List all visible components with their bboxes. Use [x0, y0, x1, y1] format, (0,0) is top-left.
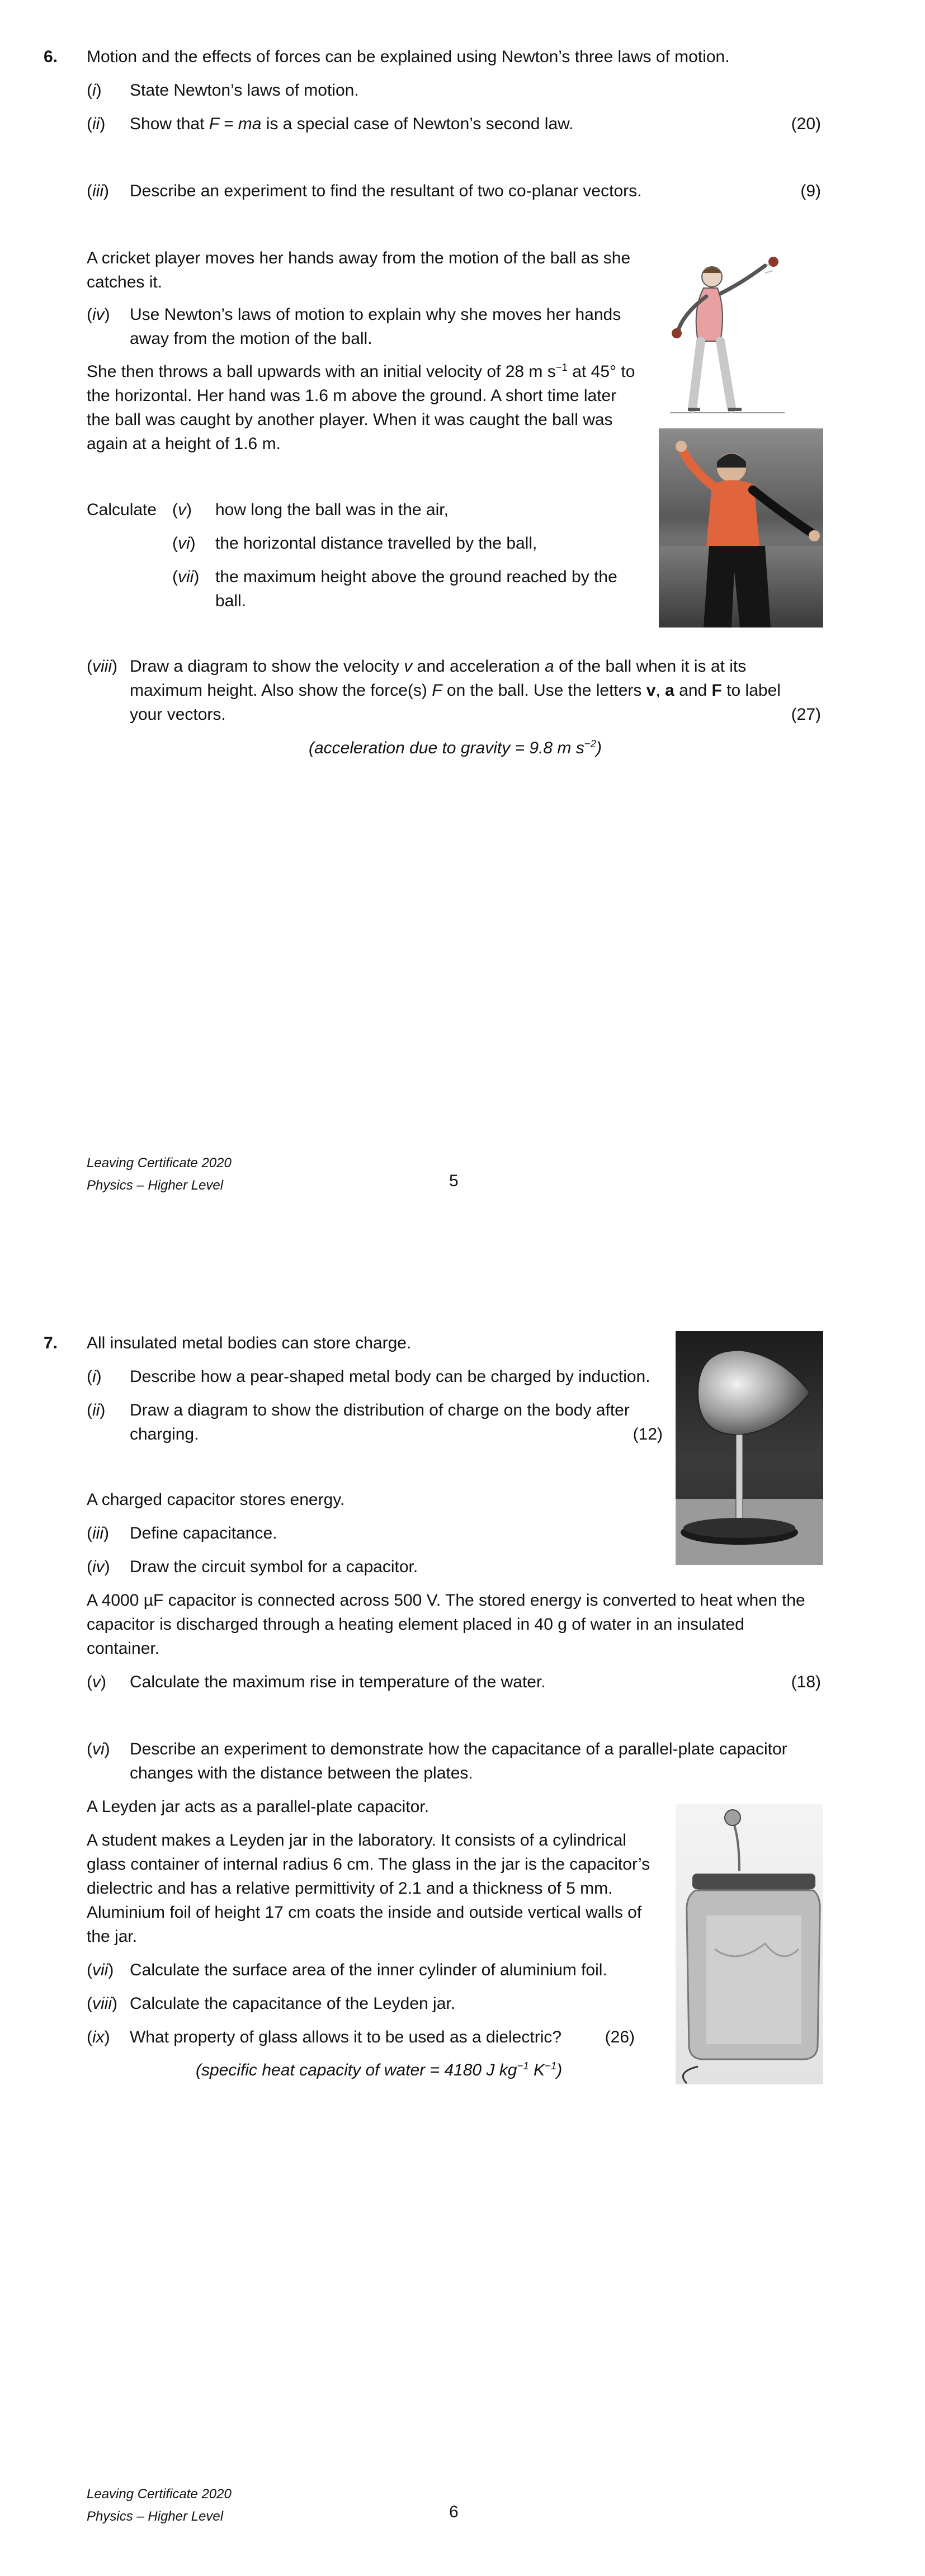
q6-viii-l1c: of the ball when it is at its	[554, 657, 747, 676]
q6-marks-27: (27)	[791, 705, 821, 724]
q6-viii-l1a2: a	[545, 657, 554, 676]
q6-viii-l2c: ,	[655, 681, 666, 700]
q6-viii-l2d: and	[674, 681, 712, 700]
heat-note-b: K	[528, 2061, 545, 2079]
q7-part-i-num: i	[92, 1367, 96, 1386]
q6-viii-l1b: and acceleration	[412, 657, 545, 676]
q6-viii-l2e: to label	[721, 681, 781, 700]
q6-marks-9: (9)	[800, 182, 821, 200]
q7-part-ii-label: (ii)	[87, 1401, 106, 1419]
q6-part-v-label: (v)	[172, 501, 192, 519]
q6-part-ii-label: (ii)	[87, 115, 106, 133]
throw-line1-sup: −1	[555, 361, 568, 373]
q6-marks-20: (20)	[791, 115, 821, 133]
q6-part-vii-num: vii	[178, 568, 194, 586]
q6-viii-l1a: Draw a diagram to show the velocity	[130, 657, 404, 676]
cricket-catch-drawing	[659, 246, 796, 417]
footer-subject-p6: Physics – Higher Level	[87, 2509, 224, 2524]
leyden-jar-drawing	[676, 1804, 823, 2084]
footer-exam-title-p6: Leaving Certificate 2020	[87, 2487, 232, 2502]
q7-part-iv-num: iv	[92, 1558, 105, 1576]
q6-viii-l2a2: a	[665, 681, 674, 700]
gravity-note-b: )	[596, 739, 602, 757]
leyden-para-line4: Aluminium foil of height 17 cm coats the inside and outside vertical walls of	[87, 1903, 642, 1922]
cricket-intro-line1: A cricket player moves her hands away from the motion of the ball as she	[87, 249, 631, 267]
q7-part-v-text: Calculate the maximum rise in temperature of the water.	[130, 1673, 546, 1691]
q7-part-i-label: (i)	[87, 1367, 102, 1386]
q7-marks-26: (26)	[605, 2028, 635, 2046]
q6-part-iv-line2: away from the motion of the ball.	[130, 329, 372, 348]
calculate-label: Calculate	[87, 501, 157, 519]
gravity-note-a: (acceleration due to gravity = 9.8 m s	[309, 739, 584, 757]
q6-part-ii-text-a: Show that	[130, 115, 209, 133]
gravity-note	[309, 736, 602, 760]
q6-intro: Motion and the effects of forces can be explained using Newton’s three laws of motion.	[87, 48, 730, 66]
leyden-para-line1: A student makes a Leyden jar in the laboratory. It consists of a cylindrical	[87, 1831, 626, 1850]
gravity-note-sup: −2	[584, 738, 596, 749]
capacitor-para-line2: capacitor is discharged through a heating element placed in 40 g of water in an insulated	[87, 1615, 744, 1634]
q6-part-vii-label: (vii)	[172, 568, 200, 586]
q6-part-vi-label: (vi)	[172, 534, 196, 553]
pear-shaped-conductor-photo	[676, 1331, 823, 1565]
q6-viii-l2a: maximum height. Also show the force(s)	[130, 681, 432, 700]
q6-part-vi-text: the horizontal distance travelled by the ball,	[215, 534, 537, 553]
question-number-7: 7.	[44, 1334, 58, 1352]
page-number-p6: 6	[449, 2503, 459, 2521]
q7-part-i-text: Describe how a pear-shaped metal body can be charged by induction.	[130, 1367, 650, 1386]
q7-part-viii-text: Calculate the capacitance of the Leyden jar.	[130, 1994, 456, 2013]
throw-line1	[87, 360, 635, 384]
q6-part-iv-line1: Use Newton’s laws of motion to explain why she moves her hands	[130, 305, 621, 324]
q7-part-v-num: v	[92, 1673, 101, 1691]
q6-viii-l2f2: F	[711, 681, 722, 700]
q7-part-vii-label: (vii)	[87, 1961, 114, 1979]
q7-part-ii-line2: charging.	[130, 1425, 199, 1443]
q6-part-ii-text-b: is a special case of Newton’s second law.	[261, 115, 574, 133]
heat-note-sup1: −1	[517, 2060, 529, 2072]
heat-note-a: (specific heat capacity of water = 4180 J kg	[196, 2061, 517, 2079]
q7-part-vii-text: Calculate the surface area of the inner cylinder of aluminium foil.	[130, 1961, 607, 1979]
throw-line2: the horizontal. Her hand was 1.6 m above the ground. A short time later	[87, 386, 617, 405]
leyden-jar-photo	[676, 1804, 823, 2084]
q6-part-viii-num: viii	[92, 657, 112, 676]
formula-f-ma: F = ma	[209, 115, 262, 133]
q7-intro: All insulated metal bodies can store charge.	[87, 1334, 412, 1352]
q6-part-viii-line2	[130, 678, 781, 702]
q6-part-vii-line1: the maximum height above the ground reached by the	[215, 568, 617, 586]
q6-part-v-text: how long the ball was in the air,	[215, 501, 449, 519]
q7-part-v-label: (v)	[87, 1673, 106, 1691]
q6-part-ii-text	[130, 112, 574, 136]
q6-viii-l2b: on the ball. Use the letters	[442, 681, 646, 700]
q6-part-ii-num: ii	[92, 115, 100, 133]
q7-part-viii-label: (viii)	[87, 1994, 117, 2013]
q6-part-iv-label: (iv)	[87, 305, 110, 324]
q7-part-vi-line1: Describe an experiment to demonstrate how the capacitance of a parallel-plate capacitor	[130, 1740, 787, 1758]
q6-part-i-num: i	[92, 81, 96, 100]
heat-capacity-note	[196, 2058, 562, 2082]
q6-part-iv-num: iv	[92, 305, 105, 324]
leyden-intro: A Leyden jar acts as a parallel-plate capacitor.	[87, 1797, 430, 1816]
q6-part-vii-line2: ball.	[215, 592, 247, 610]
q6-viii-l2v: v	[646, 681, 656, 700]
q7-part-vi-num: vi	[92, 1740, 105, 1758]
q6-part-viii-line3: your vectors.	[130, 705, 226, 724]
q7-part-ix-num: ix	[92, 2028, 105, 2046]
q7-marks-12: (12)	[633, 1425, 663, 1443]
pear-shaped-conductor-drawing	[676, 1331, 823, 1565]
q6-part-v-num: v	[178, 501, 186, 519]
capacitor-intro: A charged capacitor stores energy.	[87, 1490, 345, 1509]
q7-part-iii-label: (iii)	[87, 1524, 109, 1542]
capacitor-para-line1: A 4000 µF capacitor is connected across 500 V. The stored energy is converted to heat when the	[87, 1591, 805, 1610]
q6-part-iii-num: iii	[92, 182, 103, 200]
q7-part-iv-text: Draw the circuit symbol for a capacitor.	[130, 1558, 418, 1576]
leyden-para-line2: glass container of internal radius 6 cm. The glass in the jar is the capacitor’s	[87, 1855, 650, 1874]
q7-part-ii-line1: Draw a diagram to show the distribution of charge on the body after	[130, 1401, 630, 1419]
q6-part-vi-num: vi	[178, 534, 190, 553]
q6-part-iii-text: Describe an experiment to find the resultant of two co-planar vectors.	[130, 182, 642, 200]
q7-part-ii-num: ii	[92, 1401, 100, 1419]
heat-note-sup2: −1	[545, 2060, 557, 2072]
throw-line1-a: She then throws a ball upwards with an initial velocity of 28 m s	[87, 362, 556, 381]
q7-part-iii-text: Define capacitance.	[130, 1524, 277, 1542]
cricket-thrower-photo	[659, 428, 823, 628]
q7-part-vi-line2: changes with the distance between the plates.	[130, 1764, 473, 1782]
footer-subject: Physics – Higher Level	[87, 1178, 224, 1193]
footer-exam-title: Leaving Certificate 2020	[87, 1155, 232, 1171]
cricket-intro-line2: catches it.	[87, 273, 163, 291]
q7-part-vi-label: (vi)	[87, 1740, 110, 1758]
q7-marks-18: (18)	[791, 1673, 821, 1691]
q6-part-i-label: (i)	[87, 81, 102, 100]
throw-line4: again at a height of 1.6 m.	[87, 435, 281, 453]
page-number: 5	[449, 1172, 459, 1190]
leyden-para-line3: dielectric and has a relative permittivity of 2.1 and a thickness of 5 mm.	[87, 1879, 613, 1898]
q7-part-ix-text: What property of glass allows it to be used as a dielectric?	[130, 2028, 562, 2046]
q6-part-viii-line1	[130, 654, 746, 678]
throw-line1-b: at 45° to	[567, 362, 635, 381]
q7-part-viii-num: viii	[92, 1994, 112, 2013]
q7-part-iv-label: (iv)	[87, 1558, 110, 1576]
q7-part-iii-num: iii	[92, 1524, 103, 1542]
q6-viii-l2f: F	[432, 681, 442, 700]
heat-note-c: )	[556, 2061, 563, 2079]
q7-part-vii-num: vii	[92, 1961, 108, 1979]
throw-line3: the ball was caught by another player. When it was caught the ball was	[87, 411, 613, 429]
q6-part-viii-label: (viii)	[87, 657, 117, 676]
q7-part-ix-label: (ix)	[87, 2028, 110, 2046]
cricket-catch-illustration	[659, 246, 796, 417]
question-number-6: 6.	[44, 48, 58, 66]
leyden-para-line5: the jar.	[87, 1927, 138, 1946]
capacitor-para-line3: container.	[87, 1639, 160, 1658]
q6-viii-l1v: v	[404, 657, 413, 676]
q6-part-i-text: State Newton’s laws of motion.	[130, 81, 359, 100]
q6-part-iii-label: (iii)	[87, 182, 109, 200]
cricket-thrower-drawing	[659, 428, 823, 628]
